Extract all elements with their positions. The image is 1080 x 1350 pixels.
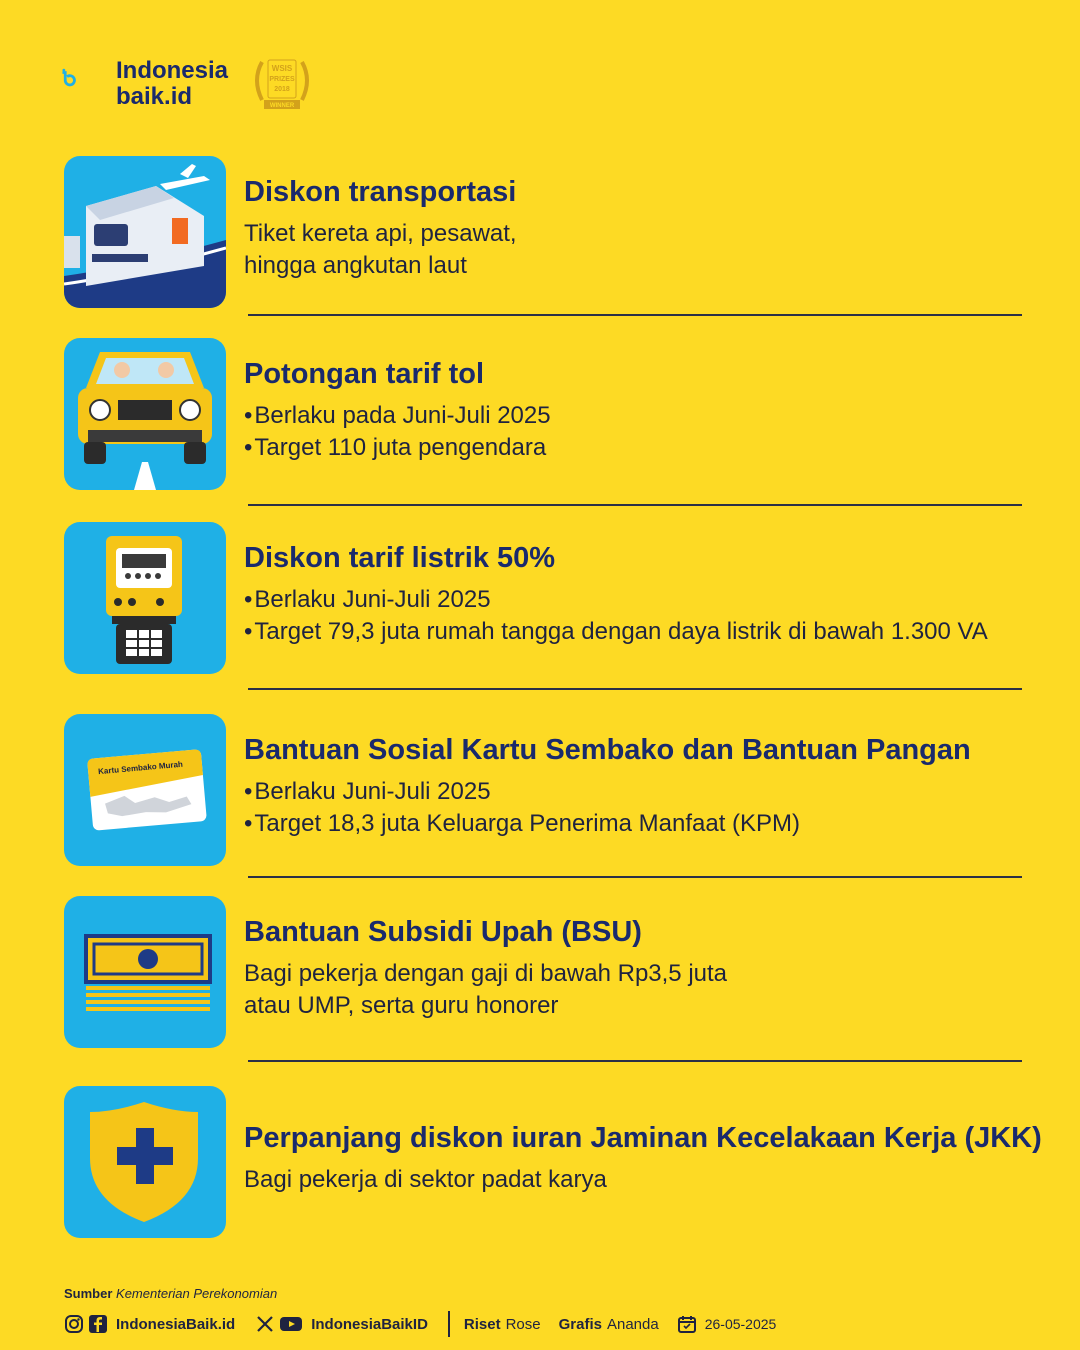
bullet-item: • Berlaku Juni-Juli 2025 (244, 584, 1044, 616)
description-line: Bagi pekerja dengan gaji di bawah Rp3,5 juta (244, 960, 728, 987)
bullet-item: • Target 18,3 juta Keluarga Penerima Manfaat (KPM) (244, 808, 1044, 840)
shield-cross-icon (64, 1086, 226, 1238)
x-icon[interactable] (255, 1314, 275, 1334)
source-value: Kementerian Perekonomian (116, 1286, 278, 1301)
brand-name-line2: baik.id (116, 83, 193, 110)
car-icon (64, 338, 226, 490)
benefit-text (244, 734, 1044, 840)
bullet-item: • Berlaku pada Juni-Juli 2025 (244, 400, 1044, 432)
benefit-title: Diskon transportasi (244, 176, 517, 208)
description-line: Bagi pekerja di sektor padat karya (244, 1166, 607, 1193)
benefit-title: Potongan tarif tol (244, 358, 485, 390)
benefit-description (244, 584, 1044, 648)
benefit-text (244, 176, 1044, 282)
bullet-item: • Target 79,3 juta rumah tangga dengan daya listrik di bawah 1.300 VA (244, 616, 1044, 648)
riset-value: Rose (505, 1315, 541, 1333)
benefit-description (244, 1164, 1044, 1196)
benefit-title: Diskon tarif listrik 50% (244, 542, 556, 574)
benefit-description (244, 218, 1044, 282)
description-line: atau UMP, serta guru honorer (244, 992, 559, 1019)
footer (64, 1286, 1024, 1333)
benefit-title: Perpanjang diskon iuran Jaminan Kecelakaan Kerja (JKK) (244, 1122, 1042, 1154)
svg-text:WINNER: WINNER (269, 103, 295, 109)
divider (248, 1060, 1022, 1062)
source-line (64, 1286, 1024, 1301)
social-handle[interactable]: IndonesiaBaikID (311, 1315, 428, 1333)
benefit-title: Bantuan Subsidi Upah (BSU) (244, 916, 642, 948)
divider (248, 876, 1022, 878)
description-line: hingga angkutan laut (244, 252, 467, 279)
card-label: Kartu Sembako Murah (97, 759, 184, 777)
wsis-award-badge (248, 54, 316, 118)
divider (248, 688, 1022, 690)
benefit-description (244, 958, 1044, 1022)
benefit-description (244, 776, 1044, 840)
svg-text:WSIS: WSIS (271, 64, 293, 73)
benefit-description (244, 400, 1044, 464)
brand-name-line1: Indonesia (116, 57, 229, 84)
social-group-2 (255, 1314, 448, 1334)
transport-icon (64, 156, 226, 308)
divider (248, 504, 1022, 506)
separator (448, 1311, 450, 1337)
benefit-text (244, 916, 1044, 1022)
source-label: Sumber (64, 1286, 113, 1301)
benefit-text (244, 542, 1044, 648)
bullet-item: • Target 110 juta pengendara (244, 432, 1044, 464)
electric-meter-icon (64, 522, 226, 674)
benefit-title: Bantuan Sosial Kartu Sembako dan Bantuan Pangan (244, 734, 971, 766)
money-icon (64, 896, 226, 1048)
bullet-item: • Berlaku Juni-Juli 2025 (244, 776, 1044, 808)
grafis-value: Ananda (606, 1315, 659, 1333)
svg-text:2018: 2018 (274, 86, 290, 93)
publish-date: 26-05-2025 (704, 1316, 777, 1332)
calendar-icon (677, 1314, 697, 1334)
benefit-text (244, 358, 1044, 464)
card-icon (64, 714, 226, 866)
social-group-1 (64, 1314, 255, 1334)
benefit-text (244, 1122, 1044, 1196)
social-handle[interactable]: IndonesiaBaik.id (116, 1315, 236, 1333)
instagram-icon[interactable] (64, 1314, 84, 1334)
grafis-label: Grafis (558, 1315, 602, 1333)
riset-label: Riset (463, 1315, 501, 1333)
description-line: Tiket kereta api, pesawat, (244, 220, 517, 247)
credits-row (64, 1312, 776, 1336)
divider (248, 314, 1022, 316)
svg-text:PRIZES: PRIZES (269, 76, 295, 83)
brand-name (116, 58, 228, 110)
indonesiabaik-logo-icon (62, 36, 122, 120)
facebook-icon[interactable] (88, 1314, 108, 1334)
youtube-icon[interactable] (279, 1314, 303, 1334)
